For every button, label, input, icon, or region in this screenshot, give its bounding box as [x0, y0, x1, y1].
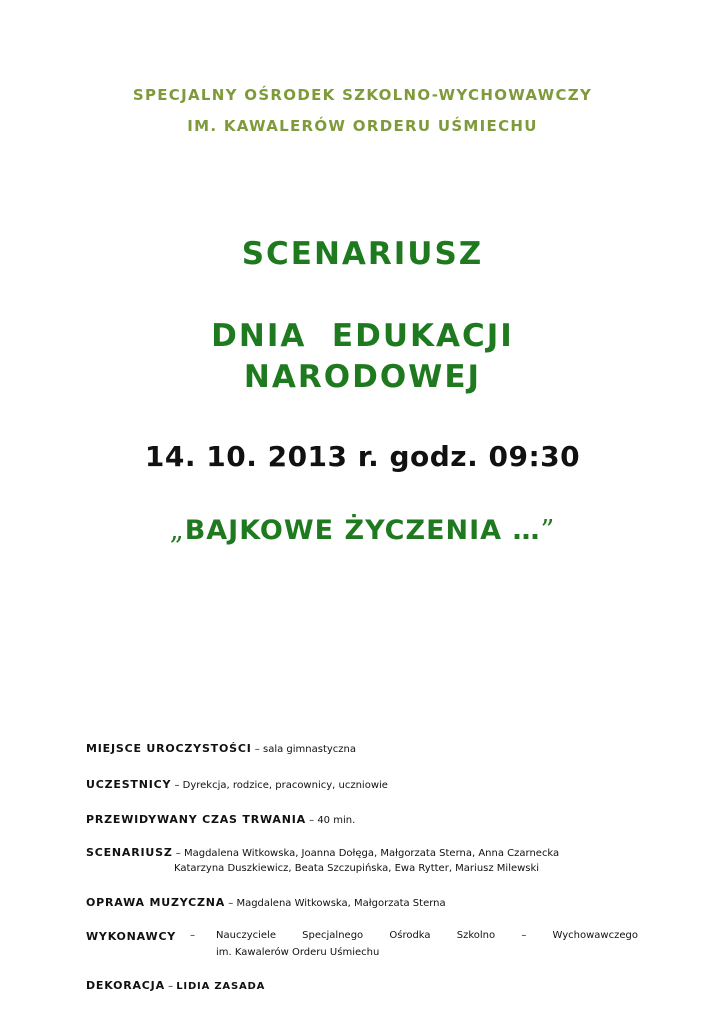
detail-wykonawcy-value-line1: [216, 930, 638, 941]
wykonawcy-word: Specjalnego: [302, 930, 364, 941]
detail-czas-label: PRZEWIDYWANY CZAS TRWANIA: [86, 813, 306, 826]
detail-uczestnicy-value: Dyrekcja, rodzice, pracownicy, uczniowie: [182, 780, 388, 791]
school-name-line1: SPECJALNY OŚRODEK SZKOLNO-WYCHOWAWCZY: [132, 86, 593, 104]
detail-scenariusz-value-line1: Magdalena Witkowska, Joanna Dołęga, Małgorzata Sterna, Anna Czarnecka: [183, 848, 560, 859]
detail-scenariusz-value-line2: Katarzyna Duszkiewicz, Beata Szczupińska, Ewa Rytter, Mariusz Milewski: [174, 863, 540, 874]
school-name-line2: IM. KAWALERÓW ORDERU UŚMIECHU: [187, 117, 538, 135]
wykonawcy-word: Wychowawczego: [552, 930, 638, 941]
detail-miejsce-dash: –: [251, 744, 263, 755]
title-dnia-edukacji: DNIA EDUKACJI: [211, 318, 514, 354]
detail-uczestnicy-label: UCZESTNICY: [86, 778, 172, 791]
detail-scenariusz-dash: –: [172, 848, 184, 859]
detail-oprawa-value: Magdalena Witkowska, Małgorzata Sterna: [236, 898, 446, 909]
detail-czas: [86, 813, 355, 826]
motto-text: BAJKOWE ŻYCZENIA …: [184, 515, 541, 546]
detail-miejsce-label: MIEJSCE UROCZYSTOŚCI: [86, 742, 252, 755]
detail-miejsce: [86, 742, 356, 755]
detail-wykonawcy: [86, 930, 176, 943]
detail-dekoracja-label: DEKORACJA: [86, 979, 165, 992]
detail-uczestnicy-dash: –: [171, 780, 183, 791]
detail-wykonawcy-label: WYKONAWCY: [86, 930, 177, 943]
detail-scenariusz-label: SCENARIUSZ: [86, 846, 173, 859]
motto-close-quote: ”: [540, 515, 556, 546]
event-motto: [0, 515, 725, 546]
wykonawcy-word: –: [521, 930, 527, 941]
wykonawcy-word: Szkolno: [456, 930, 496, 941]
title-narodowej: NARODOWEJ: [243, 359, 482, 395]
event-date: 14. 10. 2013 r. godz. 09:30: [144, 440, 581, 473]
detail-miejsce-value: sala gimnastyczna: [262, 744, 357, 755]
title-scenariusz: SCENARIUSZ: [241, 236, 484, 272]
motto-open-quote: „: [169, 515, 185, 546]
detail-scenariusz: [86, 846, 559, 859]
wykonawcy-word: Ośrodka: [389, 930, 431, 941]
detail-uczestnicy: [86, 778, 388, 791]
detail-wykonawcy-dash: –: [190, 930, 195, 941]
detail-oprawa-dash: –: [225, 898, 237, 909]
detail-dekoracja-dash: –: [164, 981, 177, 992]
detail-dekoracja-value: LIDIA ZASADA: [176, 981, 266, 992]
wykonawcy-word: Nauczyciele: [216, 930, 276, 941]
detail-oprawa: [86, 896, 446, 909]
detail-dekoracja: [86, 979, 265, 992]
detail-czas-dash: –: [305, 815, 318, 826]
detail-wykonawcy-value-line2: im. Kawalerów Orderu Uśmiechu: [216, 947, 380, 958]
detail-czas-value: 40 min.: [317, 815, 356, 826]
detail-oprawa-label: OPRAWA MUZYCZNA: [86, 896, 226, 909]
